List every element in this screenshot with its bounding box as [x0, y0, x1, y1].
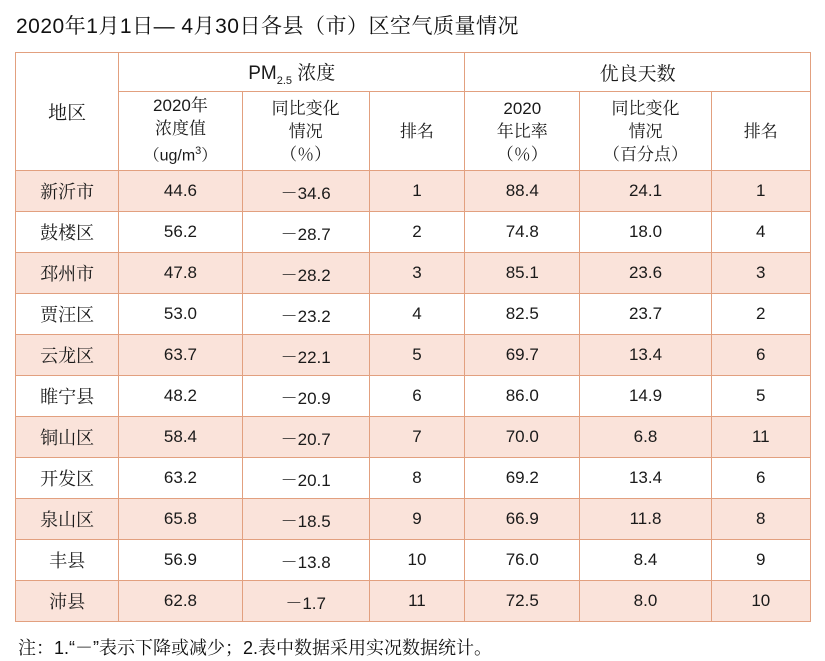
column-header-days-rate: [465, 92, 580, 171]
cell-days-rank: 8: [711, 499, 810, 540]
column-header-pm25: [119, 53, 465, 92]
cell-pm25-value: 56.2: [119, 212, 242, 253]
cell-days-rate: 88.4: [465, 171, 580, 212]
table-row: [16, 335, 811, 376]
cell-days-rank: 5: [711, 376, 810, 417]
column-header-pm25-rank: 排名: [369, 92, 464, 171]
cell-region: 云龙区: [16, 335, 119, 376]
cell-days-rank: 3: [711, 253, 810, 294]
cell-days-change: 11.8: [580, 499, 711, 540]
table-header-group-row: [16, 53, 811, 92]
cell-days-rank: 1: [711, 171, 810, 212]
table-row: [16, 294, 811, 335]
table-row: [16, 581, 811, 622]
cell-pm25-rank: 6: [369, 376, 464, 417]
cell-region: 新沂市: [16, 171, 119, 212]
cell-region: 沛县: [16, 581, 119, 622]
cell-pm25-change: －20.7: [242, 417, 369, 458]
table-body: [16, 171, 811, 622]
cell-pm25-change: －34.6: [242, 171, 369, 212]
cell-pm25-rank: 1: [369, 171, 464, 212]
cell-pm25-rank: 2: [369, 212, 464, 253]
cell-days-rate: 69.2: [465, 458, 580, 499]
cell-days-change: 13.4: [580, 335, 711, 376]
table-subheader-row: [16, 92, 811, 171]
cell-days-rank: 6: [711, 335, 810, 376]
pm25-unit-sup: 3: [195, 145, 202, 158]
days-change-line1: 同比变化: [611, 98, 680, 118]
cell-pm25-value: 62.8: [119, 581, 242, 622]
table-row: [16, 458, 811, 499]
pm25-label-sub: 2.5: [276, 74, 292, 87]
cell-days-change: 6.8: [580, 417, 711, 458]
cell-days-change: 23.6: [580, 253, 711, 294]
cell-days-rate: 82.5: [465, 294, 580, 335]
column-header-pm25-change: [242, 92, 369, 171]
cell-pm25-value: 56.9: [119, 540, 242, 581]
cell-pm25-rank: 10: [369, 540, 464, 581]
cell-days-rate: 69.7: [465, 335, 580, 376]
cell-region: 丰县: [16, 540, 119, 581]
cell-pm25-rank: 8: [369, 458, 464, 499]
cell-pm25-change: －28.7: [242, 212, 369, 253]
cell-pm25-change: －20.1: [242, 458, 369, 499]
cell-pm25-value: 65.8: [119, 499, 242, 540]
pm25-value-line2: 浓度值: [154, 119, 206, 139]
column-header-days-change: [580, 92, 711, 171]
cell-days-rank: 4: [711, 212, 810, 253]
cell-days-change: 23.7: [580, 294, 711, 335]
cell-region: 鼓楼区: [16, 212, 119, 253]
cell-days-change: 13.4: [580, 458, 711, 499]
cell-pm25-value: 58.4: [119, 417, 242, 458]
cell-days-change: 14.9: [580, 376, 711, 417]
cell-days-rank: 9: [711, 540, 810, 581]
table-row: [16, 417, 811, 458]
cell-days-rate: 86.0: [465, 376, 580, 417]
pm25-change-line3: （％）: [280, 144, 332, 164]
cell-region: 泉山区: [16, 499, 119, 540]
cell-days-rank: 10: [711, 581, 810, 622]
table-row: [16, 212, 811, 253]
cell-pm25-rank: 7: [369, 417, 464, 458]
column-header-region: 地区: [16, 53, 119, 171]
table-footnote: 注：1.“－”表示下降或减少；2.表中数据采用实况数据统计。: [18, 638, 493, 658]
cell-pm25-change: －13.8: [242, 540, 369, 581]
cell-pm25-change: －28.2: [242, 253, 369, 294]
pm25-unit-open: （ug/m: [143, 147, 196, 165]
cell-days-rate: 70.0: [465, 417, 580, 458]
cell-region: 开发区: [16, 458, 119, 499]
pm25-change-line2: 情况: [288, 121, 323, 141]
cell-pm25-rank: 3: [369, 253, 464, 294]
cell-pm25-rank: 5: [369, 335, 464, 376]
cell-pm25-change: －18.5: [242, 499, 369, 540]
cell-pm25-rank: 9: [369, 499, 464, 540]
cell-region: 铜山区: [16, 417, 119, 458]
cell-pm25-value: 48.2: [119, 376, 242, 417]
table-header: [16, 53, 811, 171]
cell-pm25-value: 63.7: [119, 335, 242, 376]
cell-pm25-value: 47.8: [119, 253, 242, 294]
days-change-line3: （百分点）: [602, 144, 688, 164]
air-quality-table: [15, 52, 811, 622]
cell-pm25-rank: 11: [369, 581, 464, 622]
cell-pm25-change: －20.9: [242, 376, 369, 417]
cell-days-rate: 85.1: [465, 253, 580, 294]
days-rate-line1: 2020: [503, 98, 542, 118]
table-row: [16, 376, 811, 417]
cell-days-rank: 6: [711, 458, 810, 499]
cell-pm25-change: －22.1: [242, 335, 369, 376]
days-rate-line3: （％）: [496, 144, 548, 164]
cell-days-rate: 72.5: [465, 581, 580, 622]
cell-days-rate: 74.8: [465, 212, 580, 253]
cell-pm25-value: 63.2: [119, 458, 242, 499]
pm25-value-line3: [120, 140, 240, 167]
pm25-label-tail: 浓度: [292, 62, 336, 84]
days-rate-line2: 年比率: [496, 121, 548, 141]
cell-region: 邳州市: [16, 253, 119, 294]
pm25-change-line1: 同比变化: [271, 98, 340, 118]
pm25-value-line1: 2020年: [153, 96, 208, 116]
column-header-good-days: 优良天数: [465, 53, 811, 92]
table-row: [16, 540, 811, 581]
cell-days-change: 18.0: [580, 212, 711, 253]
cell-days-change: 8.0: [580, 581, 711, 622]
cell-days-rate: 76.0: [465, 540, 580, 581]
table-row: [16, 499, 811, 540]
column-header-days-rank: 排名: [711, 92, 810, 171]
cell-days-change: 8.4: [580, 540, 711, 581]
pm25-label-main: PM: [248, 62, 277, 84]
cell-days-change: 24.1: [580, 171, 711, 212]
cell-pm25-change: －23.2: [242, 294, 369, 335]
cell-region: 贾汪区: [16, 294, 119, 335]
cell-days-rank: 11: [711, 417, 810, 458]
column-header-pm25-value: [119, 92, 242, 171]
table-row: [16, 171, 811, 212]
cell-pm25-change: －1.7: [242, 581, 369, 622]
cell-pm25-value: 44.6: [119, 171, 242, 212]
cell-region: 睢宁县: [16, 376, 119, 417]
pm25-unit-close: ）: [201, 147, 218, 165]
days-change-line2: 情况: [628, 121, 663, 141]
table-row: [16, 253, 811, 294]
page-title: 2020年1月1日— 4月30日各县（市）区空气质量情况: [16, 15, 519, 38]
cell-pm25-rank: 4: [369, 294, 464, 335]
cell-pm25-value: 53.0: [119, 294, 242, 335]
cell-days-rank: 2: [711, 294, 810, 335]
cell-days-rate: 66.9: [465, 499, 580, 540]
